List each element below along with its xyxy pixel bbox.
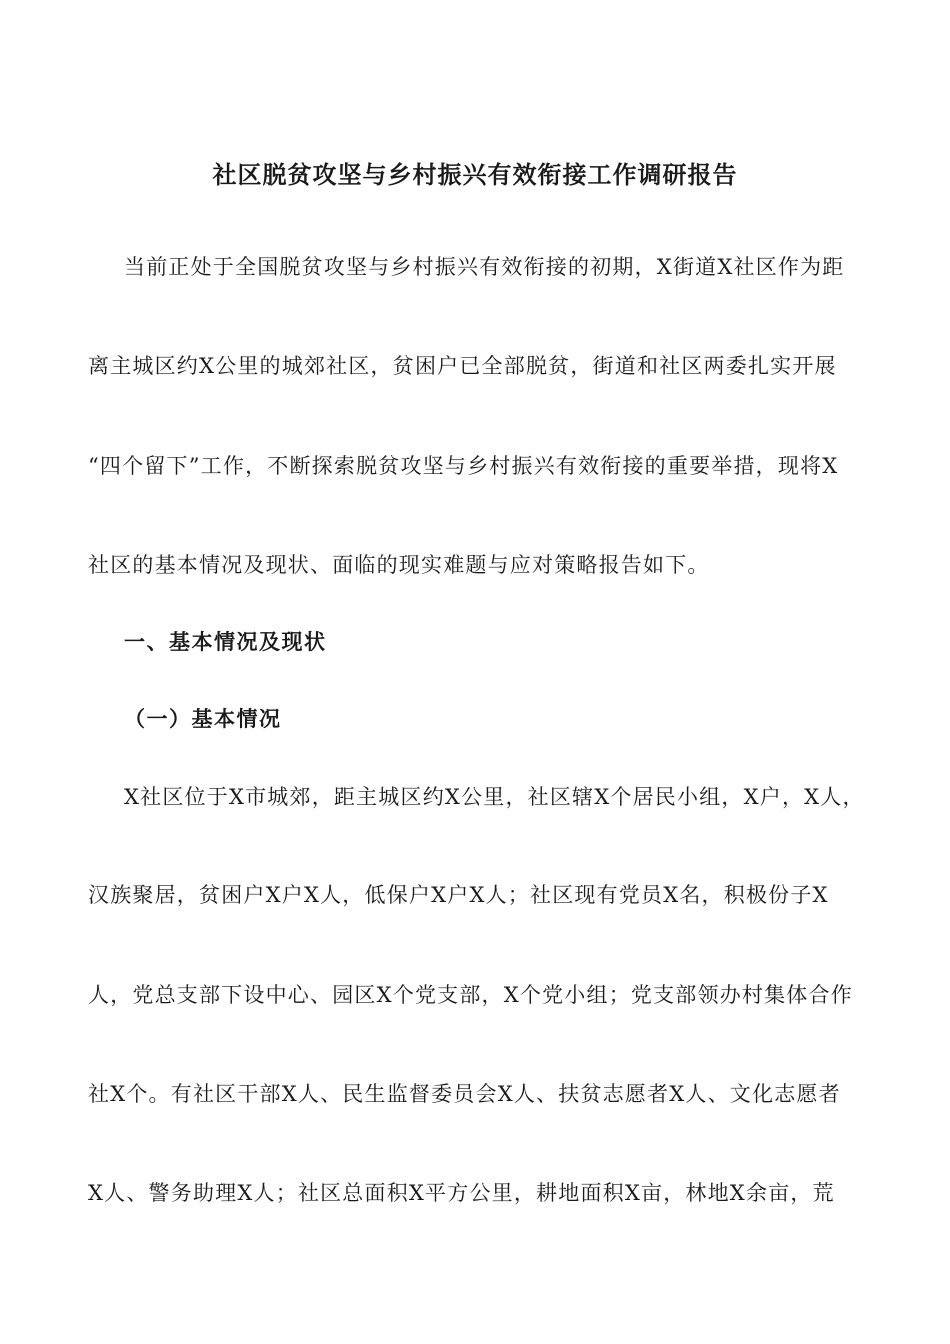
basic-line-4: 社X个。有社区干部X人、民生监督委员会X人、扶贫志愿者X人、文化志愿者 xyxy=(88,1082,841,1106)
basic-line-5: X人、警务助理X人；社区总面积X平方公里，耕地面积X亩，林地X余亩，荒 xyxy=(88,1181,835,1205)
intro-line-2: 离主城区约X公里的城郊社区，贫困户已全部脱贫，街道和社区两委扎实开展 xyxy=(88,354,837,378)
section-heading-1: 一、基本情况及现状 xyxy=(124,629,327,654)
subsection-heading-1: （一）基本情况 xyxy=(124,706,282,731)
intro-line-1: 当前正处于全国脱贫攻坚与乡村振兴有效衔接的初期，X街道X社区作为距 xyxy=(124,255,845,279)
basic-line-1: X社区位于X市城郊，距主城区约X公里，社区辖X个居民小组，X户，X人， xyxy=(124,785,865,809)
intro-line-3: “四个留下”工作，不断探索脱贫攻坚与乡村振兴有效衔接的重要举措，现将X xyxy=(88,454,839,478)
basic-line-3: 人，党总支部下设中心、园区X个党支部，X个党小组；党支部领办村集体合作 xyxy=(88,983,853,1007)
intro-line-4: 社区的基本情况及现状、面临的现实难题与应对策略报告如下。 xyxy=(88,553,710,577)
basic-line-2: 汉族聚居，贫困户X户X人，低保户X户X人；社区现有党员X名，积极份子X xyxy=(88,883,829,907)
document-title: 社区脱贫攻坚与乡村振兴有效衔接工作调研报告 xyxy=(212,160,738,189)
